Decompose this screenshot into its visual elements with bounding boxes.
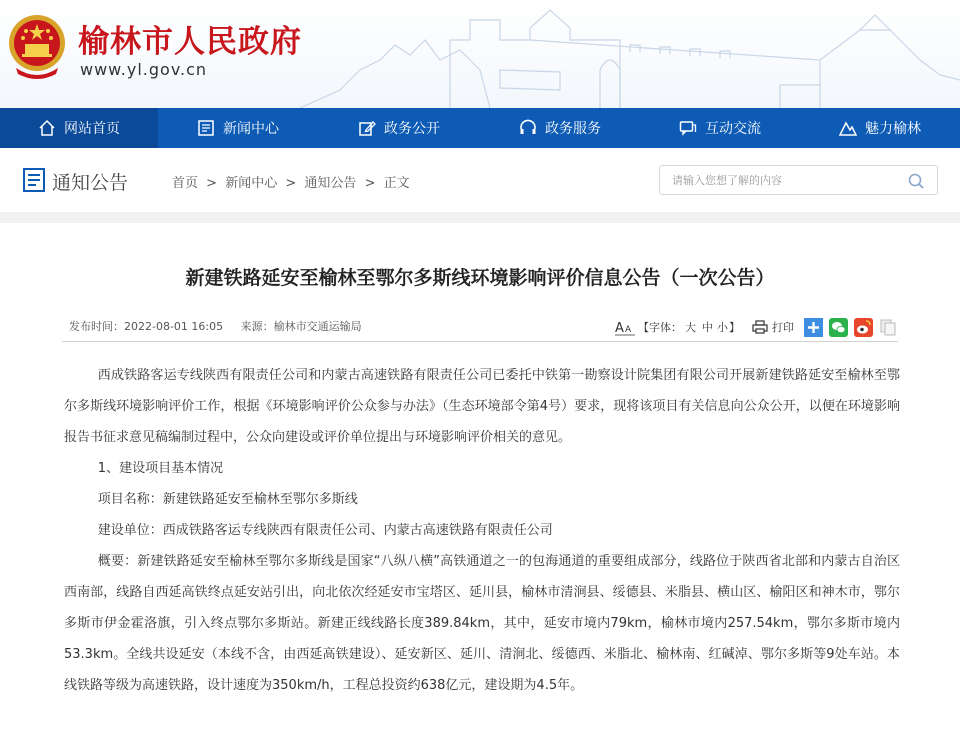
share-group	[804, 318, 898, 337]
font-size-icon	[614, 318, 636, 336]
paragraph-summary: 概要：新建铁路延安至榆林至鄂尔多斯线是国家“八纵八横”高铁通道之一的包海通道的重要组成部分，线路位于陕西省北部和内蒙古自治区西南部，线路自西延高铁终点延安站引出，向北依次经延安市宝塔区、延川县，榆林市清涧县、绥德县、米脂县、横山区、榆阳区和神木市，鄂尔多斯市伊金霍洛旗，引入终点鄂尔多斯站。新建正线线路长度389.84km，其中，延安市境内79km，榆林市境内257.54km，鄂尔多斯市境内53.3km。全线共设延安（本线不含，由西延高铁建设）、延安新区、延川、清涧北、绥德西、米脂北、榆林南、红碱淖、鄂尔多斯等9处车站。本线铁路等级为高速铁路，设计速度为350km/h，工程总投资约638亿元，建设期为4.5年。	[64, 554, 900, 693]
publish-time-label: 发布时间：	[69, 320, 124, 333]
wechat-icon[interactable]	[829, 318, 848, 337]
publish-time-value: 2022-08-01 16:05	[124, 320, 224, 333]
font-large-button[interactable]: 大	[685, 321, 696, 334]
article-body	[64, 360, 900, 701]
construction-unit: 建设单位：西成铁路客运专线陕西有限责任公司、内蒙古高速铁路有限责任公司	[97, 523, 553, 538]
nav-gov-service[interactable]	[480, 108, 640, 148]
print-button[interactable]: 打印	[772, 321, 794, 334]
svg-text:A: A	[615, 321, 624, 336]
meta-divider	[62, 341, 898, 342]
nav-charm-yulin[interactable]	[800, 108, 960, 148]
breadcrumb-current: 正文	[383, 176, 410, 191]
site-header	[0, 0, 960, 108]
share-plus-icon[interactable]	[804, 318, 823, 337]
notice-list-icon	[22, 167, 46, 193]
breadcrumb-notices[interactable]: 通知公告	[304, 176, 357, 191]
source	[241, 320, 362, 333]
svg-text:A: A	[625, 325, 632, 335]
breadcrumb-separator: >	[364, 176, 376, 191]
search-box	[659, 165, 938, 195]
nav-gov-info[interactable]	[318, 108, 480, 148]
breadcrumb-home[interactable]: 首页	[172, 176, 199, 191]
project-name: 项目名称：新建铁路延安至榆林至鄂尔多斯线	[97, 492, 358, 507]
main-nav	[0, 108, 960, 148]
section-title: 通知公告	[52, 172, 129, 194]
font-close-bracket: 】	[729, 321, 740, 334]
service-icon	[519, 119, 537, 137]
font-small-button[interactable]: 小	[717, 321, 728, 334]
city-skyline-icon	[300, 0, 960, 108]
font-medium-button[interactable]: 中	[702, 321, 713, 334]
source-label: 来源：	[240, 320, 274, 333]
breadcrumb-separator: >	[285, 176, 297, 191]
paragraph-intro: 西成铁路客运专线陕西有限责任公司和内蒙古高速铁路有限责任公司已委托中铁第一勘察设计院集团有限公司开展新建铁路延安至榆林至鄂尔多斯线环境影响评价工作，根据《环境影响评价公众参与办法》（生态环境部令第4号）要求，现将该项目有关信息向公众公开，以便在环境影响报告书征求意见稿编制过程中，公众向建设或评价单位提出与环境影响评价相关的意见。	[64, 368, 900, 445]
nav-charm-yulin-label: 魅力榆林	[865, 121, 921, 137]
source-value: 榆林市交通运输局	[273, 320, 362, 333]
nav-gov-service-label: 政务服务	[545, 121, 601, 137]
nav-gov-info-label: 政务公开	[384, 121, 440, 137]
publish-time	[69, 320, 223, 333]
font-label: 【字体：	[638, 321, 682, 334]
nav-home[interactable]	[0, 108, 158, 148]
print-icon[interactable]	[752, 320, 768, 334]
breadcrumb-news[interactable]: 新闻中心	[225, 176, 278, 191]
weibo-icon[interactable]	[854, 318, 873, 337]
breadcrumb-separator: >	[206, 176, 218, 191]
national-emblem-icon	[6, 10, 68, 82]
copy-link-icon[interactable]	[879, 318, 898, 337]
nav-news-label: 新闻中心	[223, 121, 279, 137]
search-icon[interactable]	[907, 172, 925, 190]
section-heading: 1、建设项目基本情况	[97, 461, 224, 476]
nav-interaction-label: 互动交流	[705, 121, 761, 137]
article-meta	[69, 318, 376, 334]
mountain-icon	[839, 119, 857, 137]
site-url: www.yl.gov.cn	[80, 60, 208, 79]
nav-home-label: 网站首页	[64, 121, 120, 137]
breadcrumb	[172, 172, 414, 191]
newspaper-icon	[197, 119, 215, 137]
home-icon	[38, 119, 56, 137]
article-tools	[614, 316, 898, 338]
edit-icon	[358, 119, 376, 137]
search-input[interactable]	[672, 171, 892, 189]
nav-interaction[interactable]	[640, 108, 800, 148]
chat-icon	[679, 119, 697, 137]
article-title: 新建铁路延安至榆林至鄂尔多斯线环境影响评价信息公告（一次公告）	[185, 267, 775, 289]
site-title[interactable]: 榆林市人民政府	[78, 24, 302, 60]
nav-news[interactable]	[158, 108, 318, 148]
